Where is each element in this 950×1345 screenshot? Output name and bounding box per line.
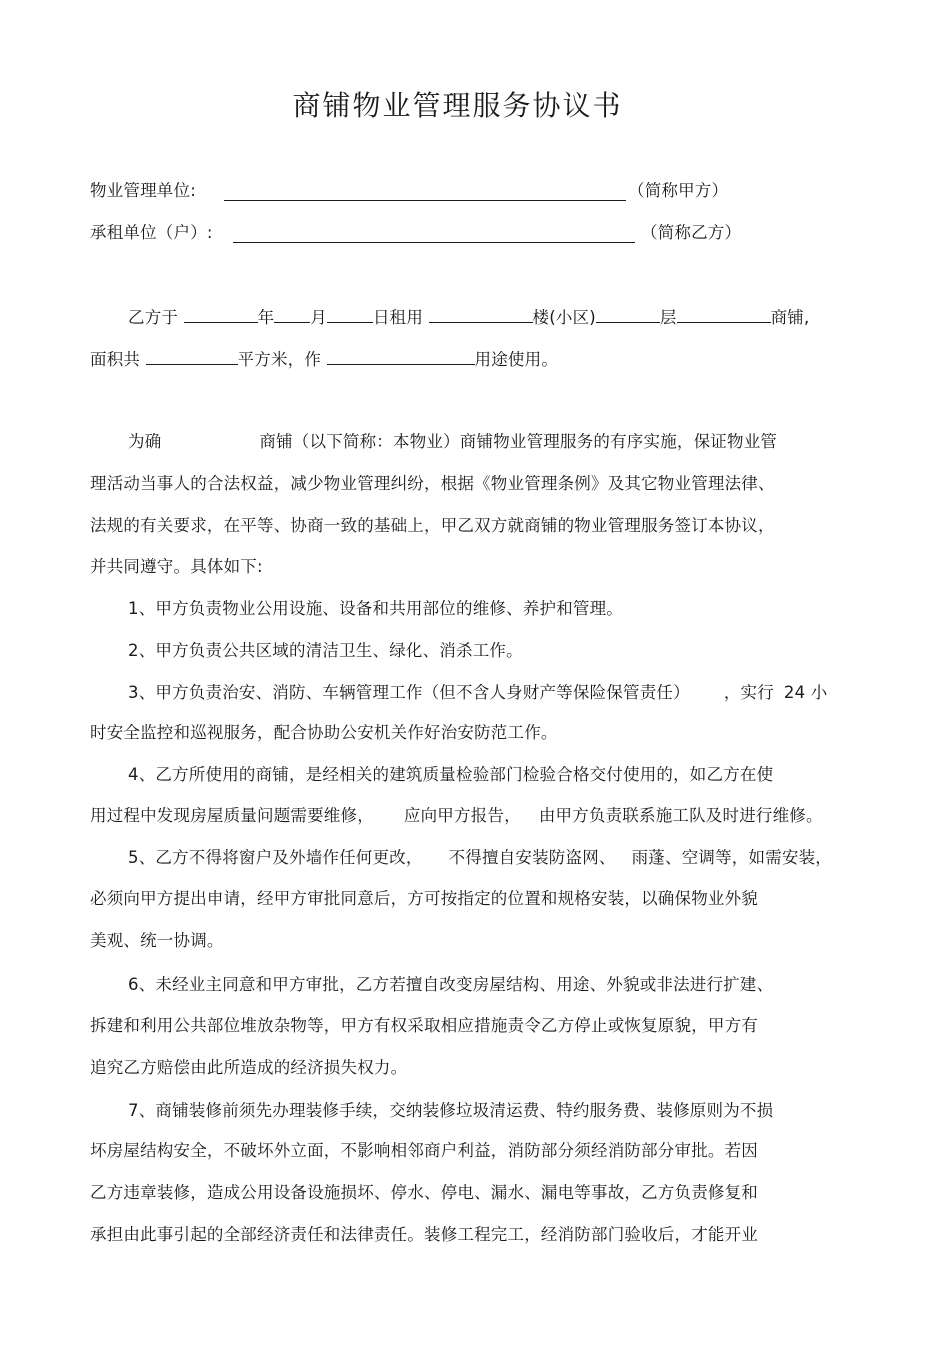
intro-line-3: 法规的有关要求，在平等、协商一致的基础上，甲乙双方就商铺的物业管理服务签订本协议， [90, 516, 775, 535]
clause-3-line-1 [128, 682, 827, 704]
purpose-blank[interactable] [327, 347, 475, 365]
clause-5-line-1 [128, 847, 832, 869]
clause-text: 不得擅自安装防盗网、 [448, 848, 616, 867]
lease-text: 乙方于 [128, 308, 179, 327]
lease-text: 层 [659, 308, 677, 327]
clause-text: 应向甲方报告， [403, 806, 521, 825]
manager-blank[interactable] [224, 199, 626, 201]
manager-label: 物业管理单位: [90, 181, 196, 200]
lease-text: 月 [310, 308, 327, 327]
intro-line-4: 并共同遵守。具体如下: [90, 557, 263, 576]
lease-text: 楼(小区) [532, 308, 596, 327]
clause-5-line-2: 必须向甲方提出申请，经甲方审批同意后，方可按指定的位置和规格安装，以确保物业外貌 [90, 889, 758, 908]
clause-6-line-2: 拆建和利用公共部位堆放杂物等，甲方有权采取相应措施责令乙方停止或恢复原貌，甲方有 [90, 1016, 758, 1035]
lease-text: 年 [257, 308, 275, 327]
clause-text: 雨蓬、空调等，如需安装， [631, 848, 833, 867]
clause-5-line-3: 美观、统一协调。 [90, 931, 224, 950]
area-blank[interactable] [146, 347, 238, 365]
day-blank[interactable] [327, 305, 373, 323]
year-blank[interactable] [184, 305, 258, 323]
clause-7-line-1: 7、商铺装修前须先办理装修手续，交纳装修垃圾清运费、特约服务费、装修原则为不损 [128, 1101, 774, 1120]
clause-text: 5、乙方不得将窗户及外墙作任何更改， [128, 848, 423, 867]
lease-text: 用途使用。 [474, 350, 559, 369]
lease-text: 日租用 [372, 308, 424, 327]
document-title: 商铺物业管理服务协议书 [292, 89, 623, 122]
clause-7-line-4: 承担由此事引起的全部经济责任和法律责任。装修工程完工，经消防部门验收后，才能开业 [90, 1225, 758, 1244]
clause-7-line-3: 乙方违章装修，造成公用设备设施损坏、停水、停电、漏水、漏电等事故，乙方负责修复和 [90, 1183, 758, 1202]
month-blank[interactable] [274, 305, 310, 323]
clause-4-line-2 [90, 805, 823, 827]
intro-line-1 [128, 431, 777, 453]
tenant-blank[interactable] [233, 241, 635, 243]
clause-text: 3、甲方负责治安、消防、车辆管理工作（但不含人身财产等保险保管责任） [128, 683, 690, 702]
clause-text: 用过程中发现房屋质量问题需要维修， [90, 806, 374, 825]
lease-text: 商铺, [770, 308, 810, 327]
tenant-suffix: （简称乙方） [641, 223, 742, 242]
intro-text: 商铺（以下简称：本物业）商铺物业管理服务的有序实施，保证物业管 [259, 432, 778, 451]
manager-suffix: （简称甲方） [628, 181, 729, 200]
lease-text: 平方米，作 [237, 350, 322, 369]
intro-text: 为确 [128, 432, 162, 451]
clause-6-line-1: 6、未经业主同意和甲方审批，乙方若擅自改变房屋结构、用途、外貌或非法进行扩建、 [128, 975, 774, 994]
shop-blank[interactable] [677, 305, 771, 323]
clause-text: 24 小 [783, 683, 828, 702]
clause-4-line-1: 4、乙方所使用的商铺，是经相关的建筑质量检验部门检验合格交付使用的，如乙方在使 [128, 765, 774, 784]
lease-line-1 [128, 305, 809, 329]
clause-text: 由甲方负责联系施工队及时进行维修。 [538, 806, 823, 825]
clause-text: ，实行 [723, 683, 774, 702]
building-blank[interactable] [429, 305, 533, 323]
floor-blank[interactable] [596, 305, 660, 323]
clause-6-line-3: 追究乙方赔偿由此所造成的经济损失权力。 [90, 1058, 408, 1077]
clause-7-line-2: 坏房屋结构安全，不破坏外立面，不影响相邻商户利益，消防部分须经消防部分审批。若因 [90, 1141, 758, 1160]
tenant-label: 承租单位（户）: [90, 223, 213, 242]
clause-2: 2、甲方负责公共区域的清洁卫生、绿化、消杀工作。 [128, 641, 523, 660]
intro-line-2: 理活动当事人的合法权益，减少物业管理纠纷，根据《物业管理条例》及其它物业管理法律、 [90, 474, 775, 493]
lease-line-2 [90, 347, 558, 371]
clause-3-line-2: 时安全监控和巡视服务，配合协助公安机关作好治安防范工作。 [90, 723, 558, 742]
clause-1: 1、甲方负责物业公用设施、设备和共用部位的维修、养护和管理。 [128, 599, 623, 618]
lease-text: 面积共 [90, 350, 141, 369]
